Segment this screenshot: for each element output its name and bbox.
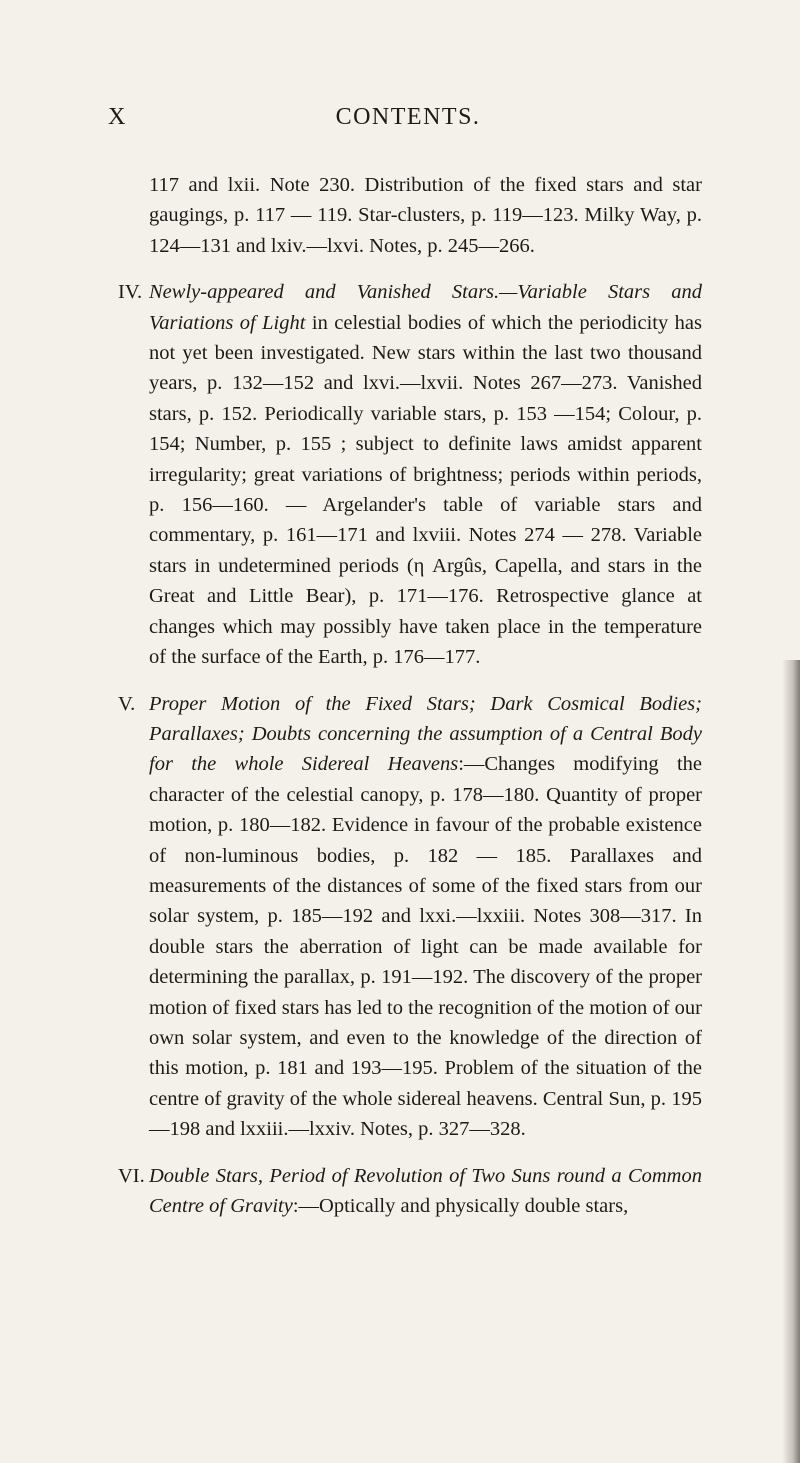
section-text: in celestial bodies of which the periodicity has not yet been investigated. New stars within the last two thousand years, p. 132—152 and lxvi.—lxvii. Notes 267—273. Vanished stars, p. 152. Periodically variable stars, p. 153 —154; Colour, p. 154; Number, p. 155 ; subject to definite laws amidst apparent irregularity; great variations of brightness; periods within periods, p. 156—160. — Argelander's table of variable stars and commentary, p. 161—171 and lxviii. Notes 274 — 278. Variable stars in undetermined periods (η Argûs, Capella, and stars in the Great and Little Bear), p. 171—176. Retrospective glance at changes which may possibly have taken place in the temperature of the surface of the Earth, p. 176—177.: [149, 311, 703, 669]
section-entry-vi: [118, 1161, 702, 1222]
section-title: Double Stars, Period of Revolution of Two Suns round a Common Centre of Gravity: [149, 1164, 702, 1217]
page-number: X: [108, 104, 127, 130]
section-text: :—Changes modifying the character of the celestial canopy, p. 178—180. Quantity of proper motion, p. 180—182. Evidence in favour of the probable existence of non-luminous bodies, p. 182 — 185. Parallaxes and measurements of the distances of some of the fixed stars from our solar system, p. 185—192 and lxxi.—lxxiii. Notes 308—317. In double stars the aberration of light can be made available for determining the parallax, p. 191—192. The discovery of the proper motion of fixed stars has led to the recognition of the motion of our own solar system, and even to the knowledge of the direction of this motion, p. 181 and 193—195. Problem of the situation of the centre of gravity of the whole sidereal heavens. Central Sun, p. 195—198 and lxxiii.—lxxiv. Notes, p. 327—328.: [149, 753, 702, 1141]
section-entry-iv: [118, 277, 702, 672]
running-title: CONTENTS.: [335, 104, 481, 130]
continuation-paragraph: 117 and lxii. Note 230. Distribution of the fixed stars and star gaugings, p. 117 — 119. Star-clusters, p. 119—123. Milky Way, p. 124—131 and lxiv.—lxvi. Notes, p. 245—266.: [149, 174, 702, 257]
section-number: IV.: [118, 281, 143, 304]
section-number: VI.: [118, 1164, 145, 1187]
section-text: :—Optically and physically double stars,: [292, 1195, 629, 1217]
section-entry-v: [118, 689, 702, 1145]
page-edge-shadow: [782, 660, 800, 1463]
contents-body: [118, 170, 702, 1221]
page-header: [108, 104, 708, 138]
section-title: Newly-appeared and Vanished Stars.—Variable Stars and Variations of Light: [149, 281, 702, 334]
section-number: V.: [118, 692, 136, 715]
section-title: Proper Motion of the Fixed Stars; Dark Cosmical Bodies; Parallaxes; Doubts concerning the assumption of a Central Body for the whole Sidereal Heavens: [149, 692, 702, 776]
